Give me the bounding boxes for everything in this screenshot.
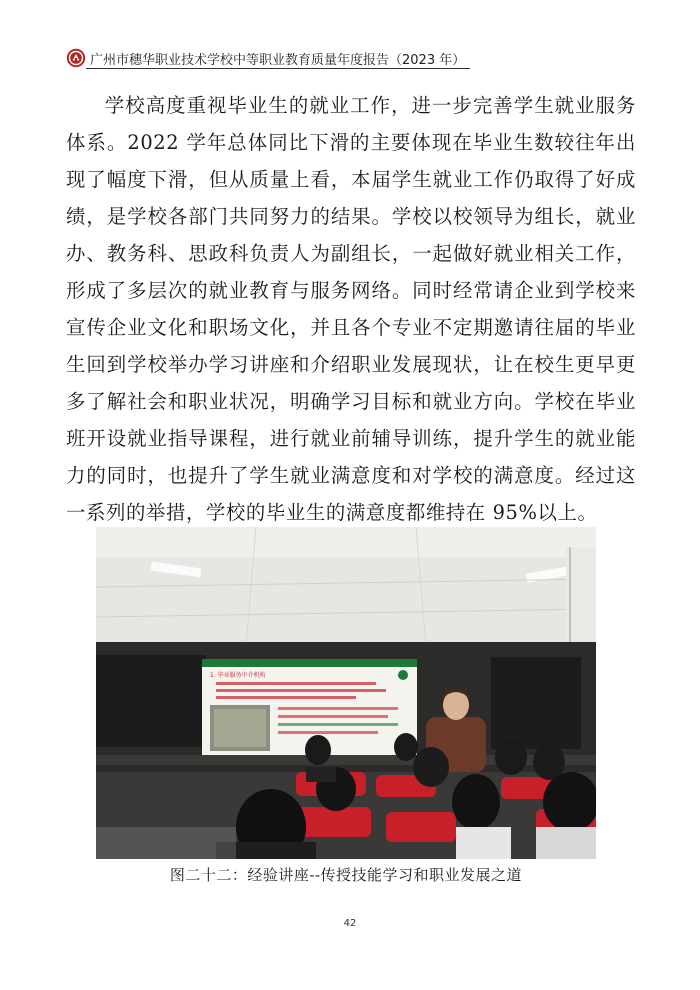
page-header <box>66 46 476 70</box>
report-title: 广州市穗华职业技术学校中等职业教育质量年度报告（2023 年） <box>90 52 466 68</box>
lecture-photo <box>96 527 596 859</box>
page-number: 42 <box>343 918 357 929</box>
slide-heading: 1. 毕业服务中介机构 <box>210 672 266 679</box>
figure-caption: 图二十二：经验讲座--传授技能学习和职业发展之道 <box>169 866 523 884</box>
body-paragraph: 学校高度重视毕业生的就业工作，进一步完善学生就业服务体系。2022 学年总体同比下滑的主要体现在毕业生数较往年出现了幅度下滑，但从质量上看，本届学生就业工作仍取得了好成绩，是学校各部门共同努力的结果。学校以校领导为组长，就业办、教务科、思政科负责人为副组长，一起做好就业相关工作，形成了多层次的就业教育与服务网络。同时经常请企业到学校来宣传企业文化和职场文化，并且各个专业不定期邀请往届的毕业生回到学校举办学习讲座和介绍职业发展现状，让在校生更早更多了解社会和职业状况，明确学习目标和就业方向。学校在毕业班开设就业指导课程，进行就业前辅导训练，提升学生的就业能力的同时，也提升了学生就业满意度和对学校的满意度。经过这一系列的举措，学校的毕业生的满意度都维持在 95%以上。 <box>66 94 636 524</box>
school-seal-icon <box>66 48 86 68</box>
header-divider <box>86 68 470 69</box>
